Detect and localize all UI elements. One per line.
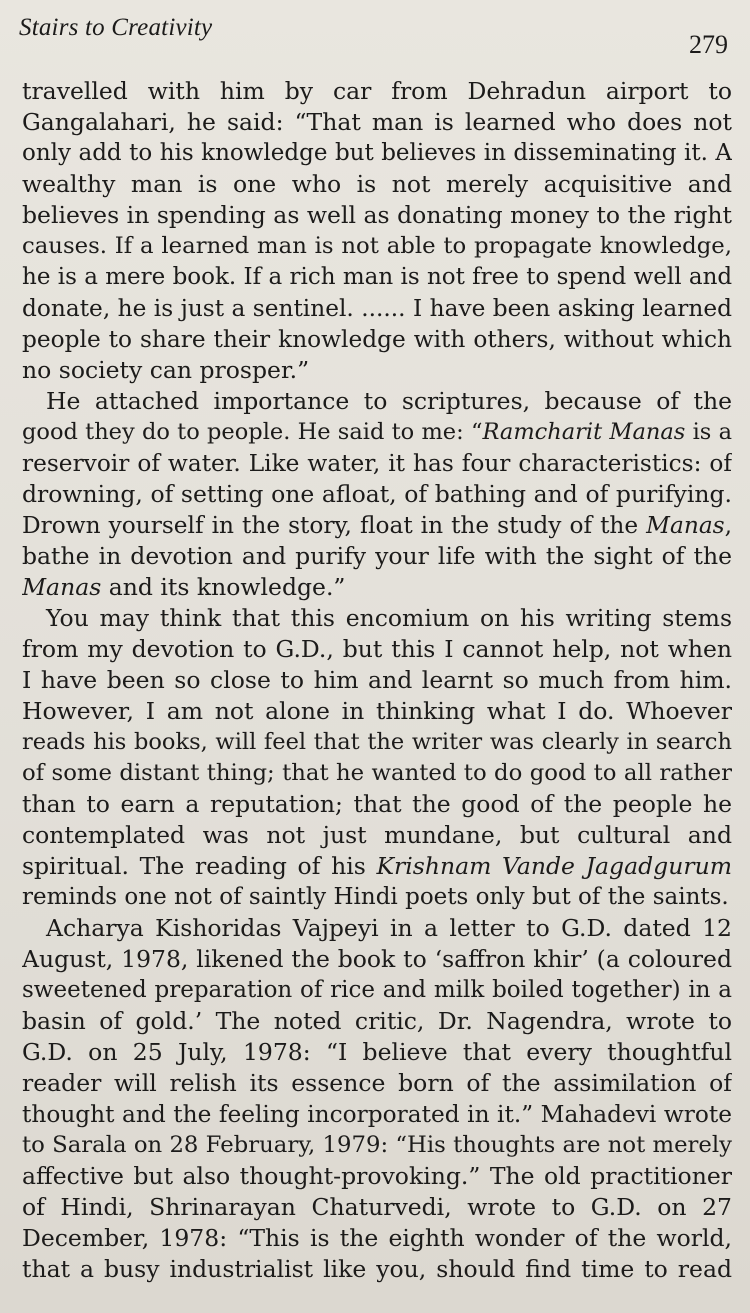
text-segment: He attached importance to scriptures, because of the	[46, 387, 732, 415]
text-line	[22, 820, 732, 851]
text-line	[22, 479, 732, 510]
text-line	[22, 696, 732, 727]
text-segment: of some distant thing; that he wanted to do good to all rather	[22, 760, 732, 786]
text-line	[22, 1161, 732, 1192]
text-line	[22, 727, 732, 758]
text-segment: contemplated was not just mundane, but cultural and	[22, 821, 732, 849]
text-segment: Acharya Kishoridas Vajpeyi in a letter to G.D. dated 12	[46, 914, 732, 942]
text-line	[22, 882, 732, 913]
text-segment: from my devotion to G.D., but this I cannot help, not when	[22, 635, 732, 663]
text-segment: You may think that this encomium on his writing stems	[46, 604, 732, 632]
text-segment: is a	[685, 419, 732, 445]
italic-title-text: Manas	[22, 573, 102, 601]
text-segment: spiritual. The reading of his	[22, 852, 377, 880]
italic-title-text: Manas	[646, 512, 725, 539]
text-line	[22, 169, 732, 200]
text-segment: I have been so close to him and learnt so much from him.	[22, 666, 732, 694]
text-segment: believes in spending as well as donating money to the right	[22, 201, 732, 229]
text-line	[22, 510, 732, 541]
text-line	[22, 355, 732, 386]
text-line	[22, 200, 732, 231]
text-segment: ,	[724, 512, 732, 539]
text-segment: August, 1978, likened the book to ‘saffron khir’ (a coloured	[22, 945, 732, 973]
body-text	[22, 76, 732, 1285]
text-segment: no society can prosper.”	[22, 356, 310, 384]
text-line	[22, 1006, 732, 1037]
text-segment: good they do to people. He said to me: “	[22, 419, 483, 445]
text-segment: of Hindi, Shrinarayan Chaturvedi, wrote to G.D. on 27	[22, 1193, 732, 1221]
italic-title-text: Ramcharit Manas	[482, 419, 686, 445]
text-line	[22, 107, 732, 138]
text-line	[22, 1037, 732, 1068]
text-line	[22, 758, 732, 789]
text-segment: that a busy industrialist like you, should find time to read	[22, 1255, 732, 1283]
text-line	[22, 603, 732, 634]
text-segment: only add to his knowledge but believes in disseminating it. A	[22, 140, 732, 166]
text-segment: thought and the feeling incorporated in it.” Mahadevi wrote	[22, 1101, 732, 1128]
text-line	[22, 138, 732, 169]
text-line	[22, 1099, 732, 1130]
text-line	[22, 1223, 732, 1254]
text-segment: he is a mere book. If a rich man is not free to spend well and	[22, 264, 732, 290]
text-segment: donate, he is just a sentinel. ...... I have been asking learned	[22, 295, 732, 322]
text-line	[22, 1192, 732, 1223]
text-line	[22, 789, 732, 820]
text-segment: reader will relish its essence born of the assimilation of	[22, 1069, 732, 1097]
text-line	[22, 448, 732, 479]
text-line	[22, 541, 732, 572]
text-line	[22, 665, 732, 696]
page-number: 279	[689, 30, 728, 59]
text-line	[22, 231, 732, 262]
text-segment: Drown yourself in the story, float in the study of the	[22, 512, 647, 539]
text-line	[22, 76, 732, 107]
text-line	[22, 1130, 732, 1161]
text-segment: to Sarala on 28 February, 1979: “His thoughts are not merely	[22, 1132, 732, 1158]
text-segment: reminds one not of saintly Hindi poets only but of the saints.	[22, 884, 729, 910]
text-segment: people to share their knowledge with others, without which	[22, 326, 732, 353]
text-line	[22, 262, 732, 293]
text-segment: and its knowledge.”	[101, 573, 346, 601]
text-line	[22, 1254, 732, 1285]
text-line	[22, 975, 732, 1006]
text-line	[22, 572, 732, 603]
text-line	[22, 1068, 732, 1099]
text-segment: affective but also thought-provoking.” The old practitioner	[22, 1162, 732, 1190]
text-segment: December, 1978: “This is the eighth wonder of the world,	[22, 1224, 732, 1252]
text-line	[22, 324, 732, 355]
text-line	[22, 386, 732, 417]
running-title: Stairs to Creativity	[19, 14, 213, 41]
text-segment: However, I am not alone in thinking what I do. Whoever	[22, 697, 732, 725]
text-line	[22, 293, 732, 324]
text-line	[22, 417, 732, 448]
text-segment: causes. If a learned man is not able to propagate knowledge,	[22, 233, 732, 259]
text-segment: bathe in devotion and purify your life with the sight of the	[22, 542, 732, 570]
italic-title-text: Krishnam Vande Jagadgurum	[376, 852, 732, 880]
text-segment: reads his books, will feel that the writer was clearly in search	[22, 729, 732, 755]
text-segment: G.D. on 25 July, 1978: “I believe that every thoughtful	[22, 1038, 732, 1066]
text-line	[22, 913, 732, 944]
text-line	[22, 944, 732, 975]
text-segment: travelled with him by car from Dehradun airport to	[22, 77, 732, 105]
text-line	[22, 851, 732, 882]
text-segment: drowning, of setting one afloat, of bathing and of purifying.	[22, 480, 732, 508]
text-segment: basin of gold.’ The noted critic, Dr. Nagendra, wrote to	[22, 1007, 732, 1035]
text-segment: than to earn a reputation; that the good of the people he	[22, 790, 732, 818]
text-segment: sweetened preparation of rice and milk boiled together) in a	[22, 977, 732, 1003]
text-segment: wealthy man is one who is not merely acquisitive and	[22, 170, 732, 198]
text-segment: Gangalahari, he said: “That man is learned who does not	[22, 108, 732, 136]
text-line	[22, 634, 732, 665]
text-segment: reservoir of water. Like water, it has four characteristics: of	[22, 450, 732, 477]
